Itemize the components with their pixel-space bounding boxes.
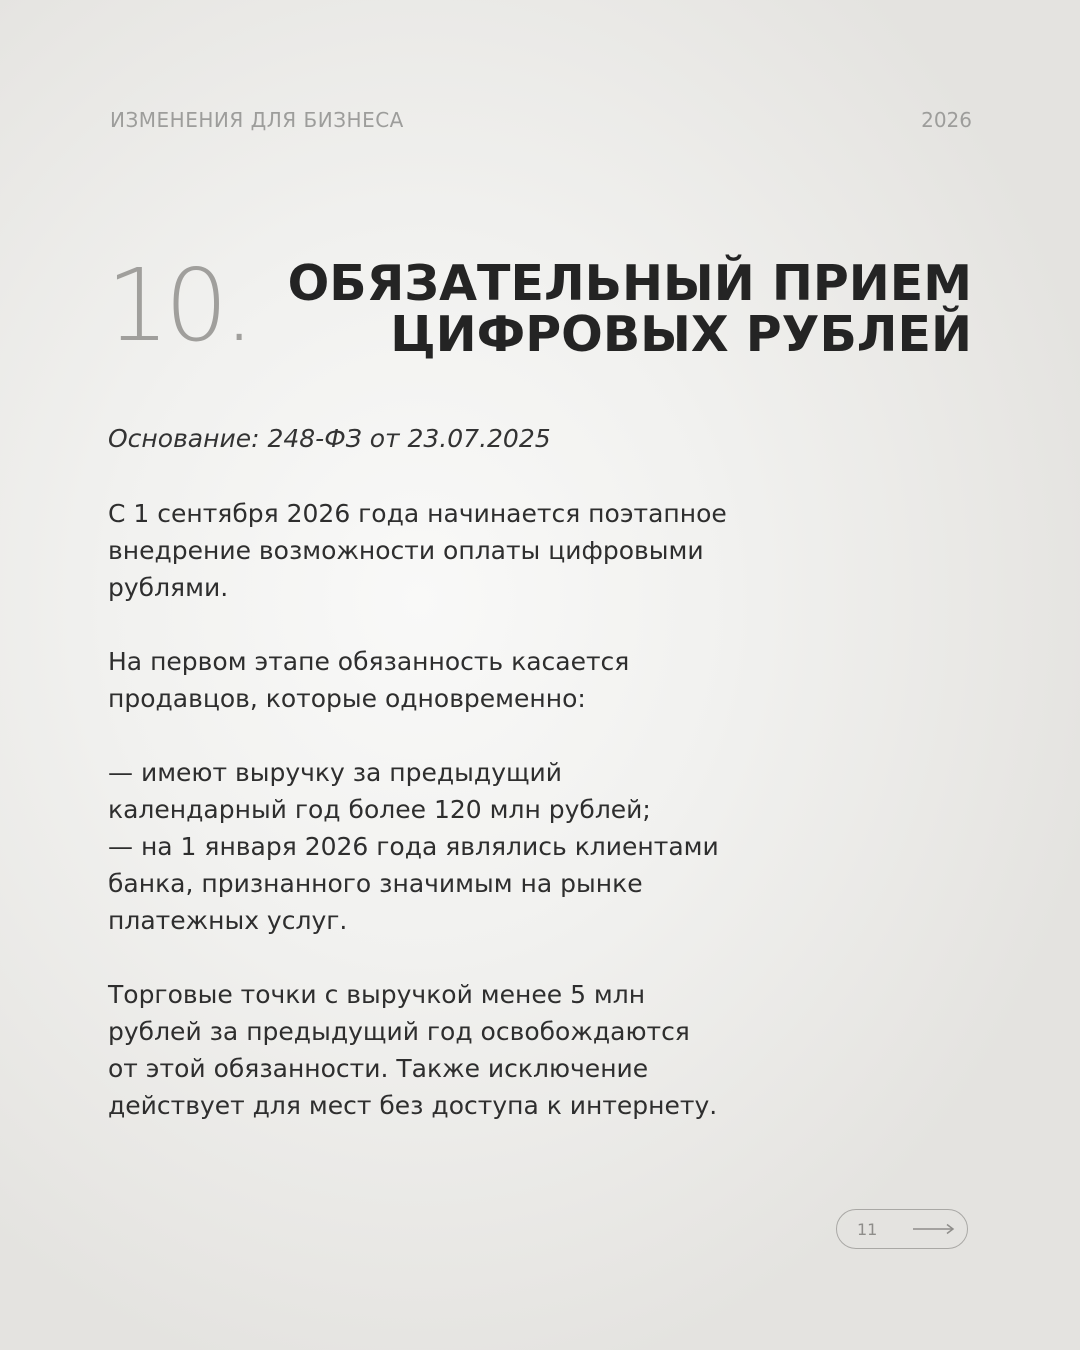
header-category: ИЗМЕНЕНИЯ ДЛЯ БИЗНЕСА	[110, 108, 404, 132]
basis-text: Основание: 248-ФЗ от 23.07.2025	[108, 424, 551, 453]
paragraph-line: Торговые точки с выручкой менее 5 млн	[108, 980, 646, 1009]
paragraph-line: продавцов, которые одновременно:	[108, 684, 586, 713]
title-line: ЦИФРОВЫХ РУБЛЕЙ	[390, 306, 972, 363]
header-year: 2026	[921, 108, 972, 132]
paragraph-line: С 1 сентября 2026 года начинается поэтапное	[108, 499, 727, 528]
paragraph-line: от этой обязанности. Также исключение	[108, 1054, 649, 1083]
paragraph-line: рублями.	[108, 573, 229, 602]
paragraph-exemptions	[108, 976, 768, 1124]
paragraph-line: внедрение возможности оплаты цифровыми	[108, 536, 704, 565]
paragraph-line: календарный год более 120 млн рублей;	[108, 795, 651, 824]
paragraph-line: банка, признанного значимым на рынке	[108, 869, 643, 898]
section-number: 10.	[106, 247, 251, 364]
paragraph-line: На первом этапе обязанность касается	[108, 647, 630, 676]
arrow-right-icon	[913, 1223, 955, 1235]
paragraph-start-date	[108, 495, 768, 606]
title-line: ОБЯЗАТЕЛЬНЫЙ ПРИЕМ	[287, 255, 972, 312]
paragraph-conditions	[108, 754, 768, 939]
paragraph-line: действует для мест без доступа к интернету.	[108, 1091, 718, 1120]
page-number: 11	[857, 1220, 878, 1239]
paragraph-line: — имеют выручку за предыдущий	[108, 758, 563, 787]
pager-button[interactable]	[836, 1209, 968, 1249]
paragraph-line: — на 1 января 2026 года являлись клиентами	[108, 832, 719, 861]
paragraph-line: платежных услуг.	[108, 906, 348, 935]
paragraph-first-stage	[108, 643, 768, 717]
paragraph-line: рублей за предыдущий год освобождаются	[108, 1017, 690, 1046]
section-title	[252, 255, 972, 363]
